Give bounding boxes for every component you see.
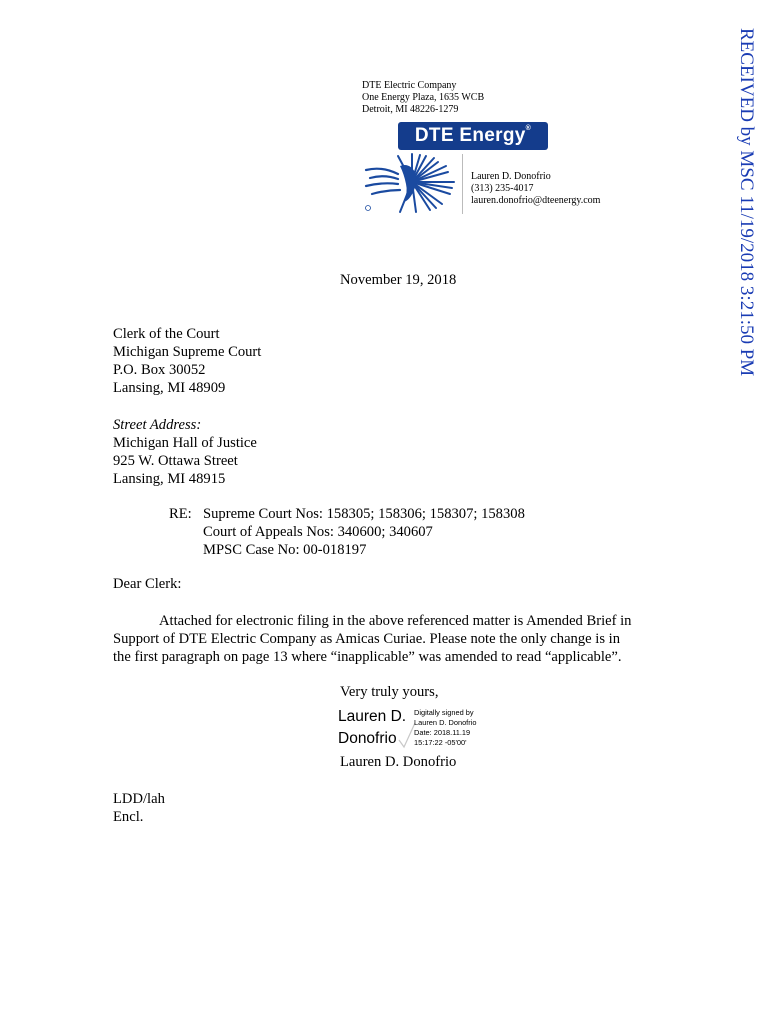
paragraph-line: Support of DTE Electric Company as Amicas Curiae. Please note the only change is in [113,631,621,647]
re-label: RE: [169,506,192,522]
sender-email: lauren.donofrio@dteenergy.com [471,195,601,206]
closing: Very truly yours, [340,684,439,700]
company-line: Detroit, MI 48226-1279 [362,104,459,115]
recipient-line: Lansing, MI 48909 [113,380,226,396]
paragraph-line: the first paragraph on page 13 where “inapplicable” was amended to read “applicable”. [113,649,622,665]
street-line: Michigan Hall of Justice [113,435,257,451]
recipient-line: Clerk of the Court [113,326,220,342]
company-line: One Energy Plaza, 1635 WCB [362,92,485,103]
signer-name: Lauren D. Donofrio [340,754,457,770]
street-line: 925 W. Ottawa Street [113,453,238,469]
signature-name-line: Lauren D. [338,708,407,725]
logo-text: DTE Energy [414,125,526,146]
logo-registered-mark: ® [525,125,532,132]
salutation: Dear Clerk: [113,576,182,592]
sender-phone: (313) 235-4017 [471,183,534,194]
re-case-numbers [203,505,525,559]
digital-signature-details [414,708,476,748]
recipient-line: P.O. Box 30052 [113,362,206,378]
body-paragraph [113,612,659,666]
letterhead-divider [462,154,463,214]
paragraph-line: Attached for electronic filing in the above referenced matter is Amended Brief in [159,613,632,629]
recipient-address [113,325,261,397]
enclosure-note: Encl. [113,809,144,825]
company-address [362,80,484,116]
street-address-label: Street Address: [113,417,202,433]
signature-name-line: Donofrio [338,730,397,747]
letter-date: November 19, 2018 [340,272,457,288]
company-line: DTE Electric Company [362,80,457,91]
dte-energy-logo [398,122,548,150]
signature-detail-line: Lauren D. Donofrio [414,718,477,727]
recipient-line: Michigan Supreme Court [113,344,262,360]
sender-contact [471,171,600,207]
signature-detail-line: Date: 2018.11.19 [414,728,471,737]
supreme-court-nos: Supreme Court Nos: 158305; 158306; 158307; 158308 [203,506,525,522]
sender-name: Lauren D. Donofrio [471,171,551,182]
signature-detail-line: Digitally signed by [414,708,474,717]
signature-detail-line: 15:17:22 -05'00' [414,738,467,747]
received-stamp: RECEIVED by MSC 11/19/2018 3:21:50 PM [736,28,757,377]
street-line: Lansing, MI 48915 [113,471,226,487]
mpsc-case-no: MPSC Case No: 00-018197 [203,542,367,558]
street-address [113,434,257,488]
court-of-appeals-nos: Court of Appeals Nos: 340600; 340607 [203,524,433,540]
typist-initials: LDD/lah [113,791,165,807]
dte-sunburst-emblem-icon [364,152,460,214]
reference-initials [113,790,165,826]
